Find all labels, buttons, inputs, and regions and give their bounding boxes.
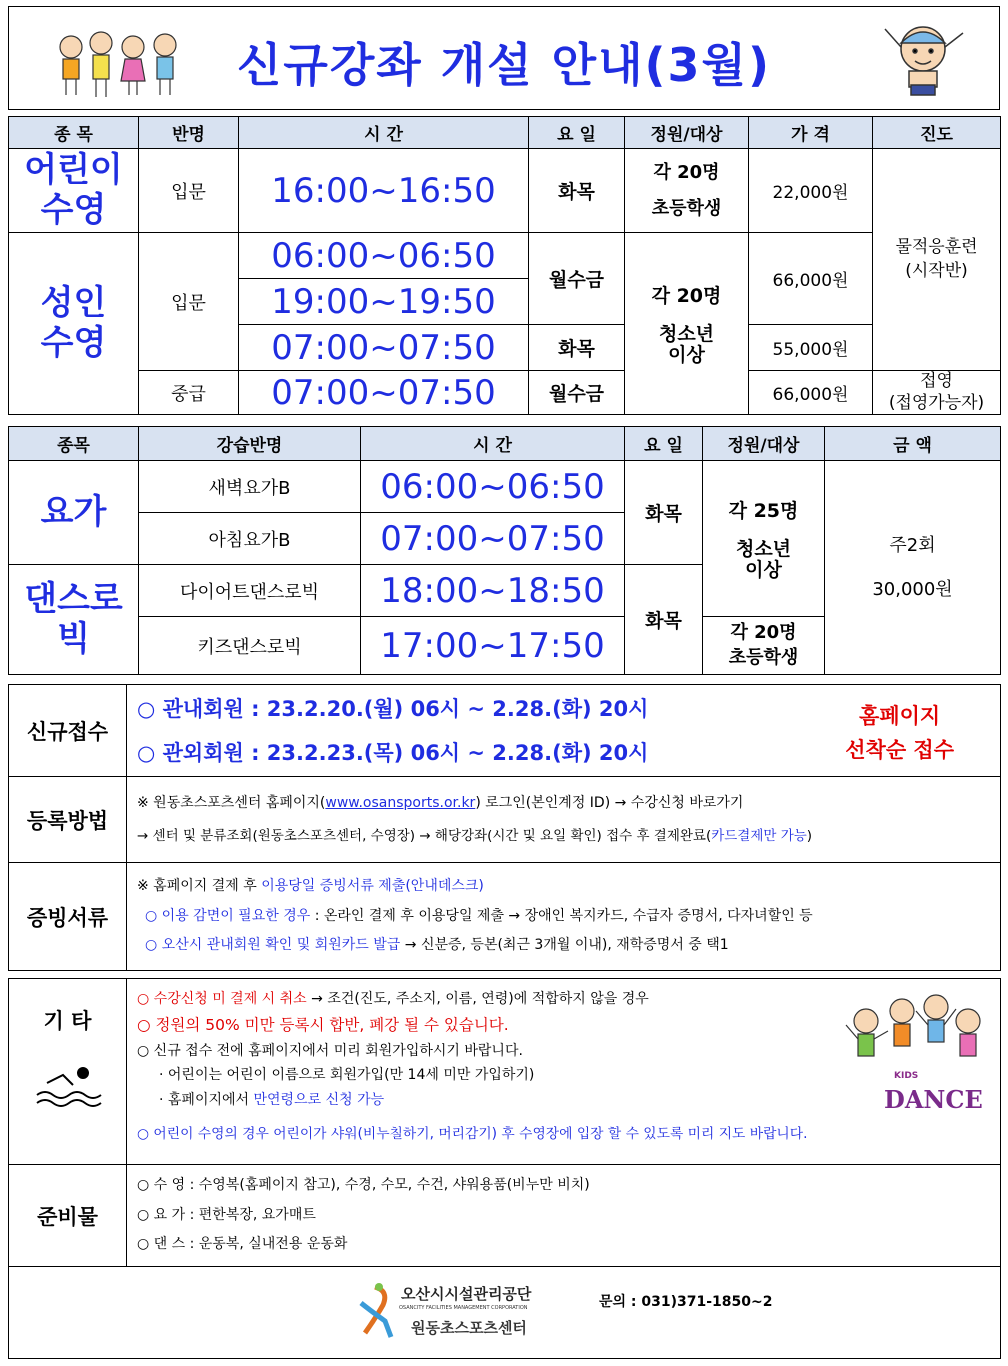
col-header-capacity: 정원/대상 bbox=[625, 117, 749, 149]
signup-nonresident: ○ 관외회원 : 23.2.23.(목) 06시 ~ 2.28.(화) 20시 bbox=[137, 740, 649, 765]
supplies-yoga: ○ 요 가 : 편한복장, 요가매트 bbox=[137, 1206, 316, 1223]
col-header-time: 시 간 bbox=[239, 117, 529, 149]
class-capacity bbox=[625, 149, 749, 233]
capacity-target: 청소년 이상 bbox=[658, 323, 715, 366]
register-line2 bbox=[137, 820, 1000, 852]
capacity-target: 초등학생 bbox=[728, 646, 799, 668]
text: ○ 오산시 관내회원 확인 및 회원카드 발급 bbox=[145, 937, 401, 954]
text: ) bbox=[806, 828, 813, 845]
class-time: 19:00~19:50 bbox=[239, 279, 529, 325]
label-signup: 신규접수 bbox=[9, 685, 127, 777]
price-amount: 30,000원 bbox=[872, 578, 953, 600]
text: ) 로그인(본인계정 ID) → 수강신청 바로가기 bbox=[475, 794, 744, 811]
class-time: 07:00~07:50 bbox=[239, 371, 529, 415]
col-header-category: 종 목 bbox=[9, 117, 139, 149]
text: ○ 이용 감면이 필요한 경우 bbox=[145, 907, 311, 924]
class-name: 입문 bbox=[139, 149, 239, 233]
text: → 센터 및 분류조회(원동초스포츠센터, 수영장) → 해당강좌(시간 및 요일 확인) 접수 후 결제완료( bbox=[137, 828, 712, 845]
documents-content bbox=[127, 863, 1001, 971]
etc-content bbox=[127, 979, 1001, 1165]
class-price: 22,000원 bbox=[749, 149, 873, 233]
supplies-content bbox=[127, 1165, 1001, 1267]
class-time: 07:00~07:50 bbox=[361, 513, 625, 565]
etc-line3: ○ 신규 접수 전에 홈페이지에서 미리 회원가입하시기 바랍니다. bbox=[137, 1042, 523, 1059]
category-yoga: 요가 bbox=[9, 461, 139, 565]
class-capacity-kids bbox=[703, 617, 825, 675]
class-name: 새벽요가B bbox=[139, 461, 361, 513]
category-adult-swim: 성인 수영 bbox=[9, 233, 139, 415]
class-name: 아침요가B bbox=[139, 513, 361, 565]
class-time: 16:00~16:50 bbox=[239, 149, 529, 233]
text: : 온라인 결제 후 이용당일 제출 → 장애인 복지카드, 수급자 증명서, 다자녀할인 등 bbox=[310, 907, 813, 924]
documents-line3 bbox=[137, 931, 1000, 960]
capacity-target: 초등학생 bbox=[651, 197, 722, 219]
class-time: 17:00~17:50 bbox=[361, 617, 625, 675]
signup-resident: ○ 관내회원 : 23.2.20.(월) 06시 ~ 2.28.(화) 20시 bbox=[137, 696, 649, 721]
etc-line2: ○ 정원의 50% 미만 등록시 합반, 폐강 될 수 있습니다. bbox=[137, 1015, 509, 1034]
card-only-note: 카드결제만 가능 bbox=[711, 828, 807, 845]
register-content bbox=[127, 777, 1001, 863]
register-line1 bbox=[137, 787, 1000, 821]
capacity-count: 각 20명 bbox=[653, 161, 720, 183]
etc-line6: ○ 어린이 수영의 경우 어린이가 샤워(비누칠하기, 머리감기) 후 수영장에 입장 할 수 있도록 미리 지도 바랍니다. bbox=[137, 1126, 808, 1143]
class-time: 07:00~07:50 bbox=[239, 325, 529, 371]
yoga-dance-schedule-table bbox=[8, 426, 1001, 675]
label-supplies: 준비물 bbox=[9, 1165, 127, 1267]
documents-line1 bbox=[137, 872, 1000, 901]
col-header-day: 요 일 bbox=[625, 427, 703, 461]
text: ※ 홈페이지 결제 후 bbox=[137, 878, 262, 895]
class-time: 06:00~06:50 bbox=[361, 461, 625, 513]
org-name: 오산시시설관리공단 bbox=[401, 1285, 532, 1303]
footer bbox=[9, 1267, 1001, 1359]
capacity-target: 청소년 이상 bbox=[735, 538, 792, 581]
capacity-count: 각 20명 bbox=[651, 285, 722, 308]
table-row bbox=[9, 777, 1001, 863]
dancing-kids-icon bbox=[844, 991, 986, 1081]
table-row bbox=[9, 863, 1001, 971]
class-time: 18:00~18:50 bbox=[361, 565, 625, 617]
kids-dance-big-text: DANCE bbox=[884, 1085, 983, 1114]
col-header-price: 금 액 bbox=[825, 427, 1001, 461]
table-row bbox=[9, 371, 1001, 415]
col-header-class: 강습반명 bbox=[139, 427, 361, 461]
kids-dance-small-text: KIDS bbox=[894, 1071, 919, 1081]
page-header bbox=[8, 6, 1000, 110]
class-time: 06:00~06:50 bbox=[239, 233, 529, 279]
label-etc: 기 타 bbox=[43, 1009, 92, 1033]
col-header-class: 반명 bbox=[139, 117, 239, 149]
text: 이용당일 증빙서류 제출(안내데스크) bbox=[261, 878, 484, 895]
org-eng-name: OSANCITY FACILITIES MANAGEMENT CORPORATION bbox=[399, 1305, 528, 1311]
table-row bbox=[9, 149, 1001, 233]
class-price: 66,000원 bbox=[749, 371, 873, 415]
class-day: 화목 bbox=[529, 149, 625, 233]
supplies-swim: ○ 수 영 : 수영복(홈페이지 참고), 수경, 수모, 수건, 샤워용품(비누만 비치) bbox=[137, 1177, 590, 1194]
kids-dance-illustration bbox=[844, 991, 986, 1115]
class-day: 화목 bbox=[529, 325, 625, 371]
documents-line2 bbox=[137, 902, 1000, 931]
table-row bbox=[9, 979, 1001, 1165]
swimmer-illustration bbox=[877, 17, 973, 105]
class-name: 키즈댄스로빅 bbox=[139, 617, 361, 675]
class-capacity bbox=[625, 233, 749, 415]
class-day: 화목 bbox=[625, 565, 703, 675]
text: → 조건(진도, 주소지, 이름, 연령)에 적합하지 않을 경우 bbox=[306, 991, 649, 1007]
table-row bbox=[9, 1165, 1001, 1267]
table-row bbox=[9, 1267, 1001, 1359]
text: ○ 수강신청 미 결제 시 취소 bbox=[137, 991, 307, 1007]
supplies-dance: ○ 댄 스 : 운동복, 실내전용 운동화 bbox=[137, 1236, 348, 1253]
class-price bbox=[825, 461, 1001, 675]
signup-note-line1: 홈페이지 bbox=[859, 704, 941, 728]
capacity-count: 각 20명 bbox=[730, 622, 797, 644]
class-price: 66,000원 bbox=[749, 233, 873, 325]
label-documents: 증빙서류 bbox=[9, 863, 127, 971]
table-row bbox=[9, 461, 1001, 513]
label-register: 등록방법 bbox=[9, 777, 127, 863]
class-capacity-adult bbox=[703, 461, 825, 617]
class-name: 입문 bbox=[139, 233, 239, 371]
table-row bbox=[9, 685, 1001, 777]
table-row bbox=[9, 233, 1001, 279]
page-title: 신규강좌 개설 안내(3월) bbox=[236, 38, 771, 92]
signup-note bbox=[845, 699, 954, 767]
col-header-category: 종목 bbox=[9, 427, 139, 461]
text: · 홈페이지에서 bbox=[159, 1091, 254, 1108]
progress-intermediate: 접영 (접영가능자) bbox=[873, 371, 1001, 415]
class-name: 다이어트댄스로빅 bbox=[139, 565, 361, 617]
col-header-day: 요 일 bbox=[529, 117, 625, 149]
signup-note-line2: 선착순 접수 bbox=[845, 738, 954, 762]
text: → 신분증, 등본(최근 3개월 이내), 재학증명서 중 택1 bbox=[400, 937, 729, 954]
text: ※ 원동초스포츠센터 홈페이지( bbox=[137, 794, 326, 811]
col-header-time: 시 간 bbox=[361, 427, 625, 461]
etc-info-table bbox=[8, 978, 1001, 1359]
org-logo-icon bbox=[355, 1281, 397, 1343]
label-etc-cell bbox=[9, 979, 127, 1165]
col-header-capacity: 정원/대상 bbox=[703, 427, 825, 461]
class-day: 화목 bbox=[625, 461, 703, 565]
col-header-progress: 진도 bbox=[873, 117, 1001, 149]
etc-line4: · 어린이는 어린이 이름으로 회원가입(만 14세 미만 가입하기) bbox=[159, 1067, 535, 1084]
category-dance: 댄스로빅 bbox=[9, 565, 139, 675]
swim-schedule-table bbox=[8, 116, 1001, 415]
registration-info-table bbox=[8, 684, 1001, 971]
class-price: 55,000원 bbox=[749, 325, 873, 371]
homepage-link[interactable]: www.osansports.or.kr bbox=[325, 794, 476, 811]
category-kids-swim: 어린이 수영 bbox=[9, 149, 139, 233]
class-day: 월수금 bbox=[529, 233, 625, 325]
progress-beginner: 물적응훈련 (시작반) bbox=[873, 149, 1001, 371]
center-name: 원동초스포츠센터 bbox=[411, 1319, 527, 1337]
signup-content bbox=[127, 685, 1001, 777]
price-frequency: 주2회 bbox=[889, 535, 936, 557]
class-day: 월수금 bbox=[529, 371, 625, 415]
col-header-price: 가 격 bbox=[749, 117, 873, 149]
contact-phone: 문의 : 031)371-1850~2 bbox=[599, 1294, 773, 1310]
class-name: 중급 bbox=[139, 371, 239, 415]
text: 만연령으로 신청 가능 bbox=[253, 1091, 385, 1108]
capacity-count: 각 25명 bbox=[728, 500, 799, 523]
swimming-icon bbox=[33, 1063, 103, 1109]
